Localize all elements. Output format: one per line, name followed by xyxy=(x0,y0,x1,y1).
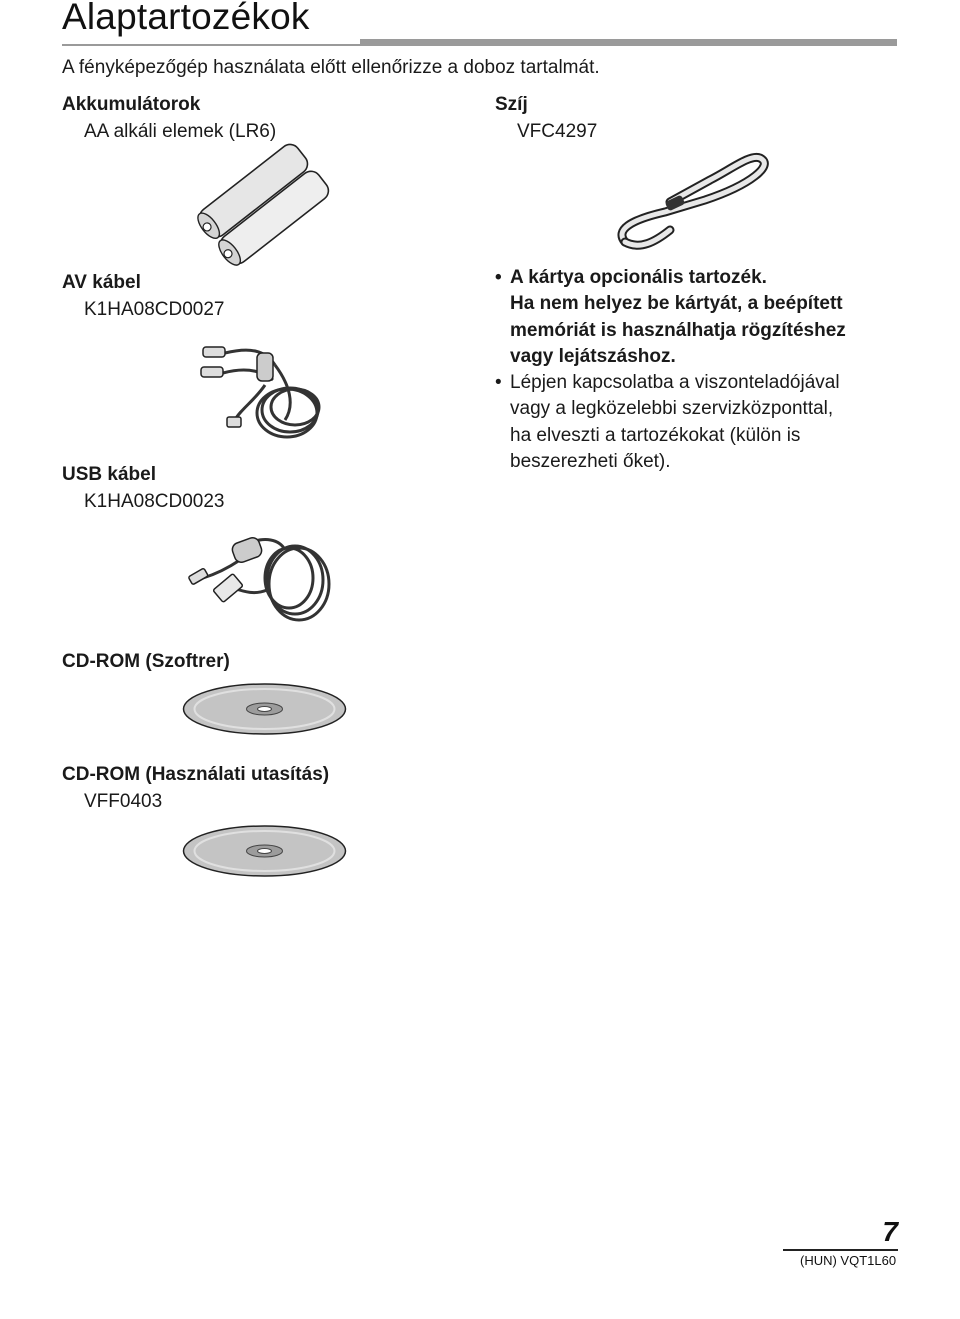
title-underline xyxy=(62,44,360,46)
note-line: beszerezheti őket). xyxy=(510,451,671,473)
cdrom-manual-code: VFF0403 xyxy=(84,791,163,812)
av-cable-label: AV kábel xyxy=(62,272,141,293)
note-line: Lépjen kapcsolatba a viszonteladójával xyxy=(510,372,840,394)
note-contact-dealer xyxy=(495,370,905,475)
document-code: (HUN) VQT1L60 xyxy=(800,1253,897,1268)
cd-disc-icon xyxy=(182,683,347,735)
intro-text: A fényképezőgép használata előtt ellenőrizze a doboz tartalmát. xyxy=(62,57,600,78)
note-bullet: • xyxy=(495,372,502,394)
usb-cable-image xyxy=(185,520,340,630)
cdrom-manual-label: CD-ROM (Használati utasítás) xyxy=(62,764,330,785)
notes-block xyxy=(495,265,905,475)
cdrom-software-label: CD-ROM (Szoftrer) xyxy=(62,651,230,672)
note-line: A kártya opcionális tartozék. xyxy=(510,267,767,288)
note-line: vagy a legközelebbi szervizközponttal, xyxy=(510,398,834,420)
av-cable-code: K1HA08CD0027 xyxy=(84,299,225,320)
page-number: 7 xyxy=(882,1216,898,1247)
strap-code: VFC4297 xyxy=(517,121,598,142)
note-bullet: • xyxy=(495,267,502,288)
note-card-optional xyxy=(495,265,905,370)
footer-rule xyxy=(783,1249,898,1251)
usb-cable-label: USB kábel xyxy=(62,464,156,485)
note-line: vagy lejátszáshoz. xyxy=(510,345,676,367)
note-line: Ha nem helyez be kártyát, a beépített xyxy=(510,293,843,315)
note-line: memóriát is használhatja rögzítéshez xyxy=(510,319,846,341)
cd-disc-icon xyxy=(182,825,347,877)
batteries-image xyxy=(190,150,340,255)
batteries-label: Akkumulátorok xyxy=(62,94,201,115)
usb-cable-code: K1HA08CD0023 xyxy=(84,491,225,512)
strap-label: Szíj xyxy=(495,94,528,115)
av-cable-image xyxy=(195,325,345,445)
title-rule xyxy=(360,39,897,46)
strap-image xyxy=(610,150,790,260)
batteries-code: AA alkáli elemek (LR6) xyxy=(84,121,277,142)
note-line: ha elveszti a tartozékokat (külön is xyxy=(510,424,801,446)
page-title: Alaptartozékok xyxy=(62,0,310,37)
